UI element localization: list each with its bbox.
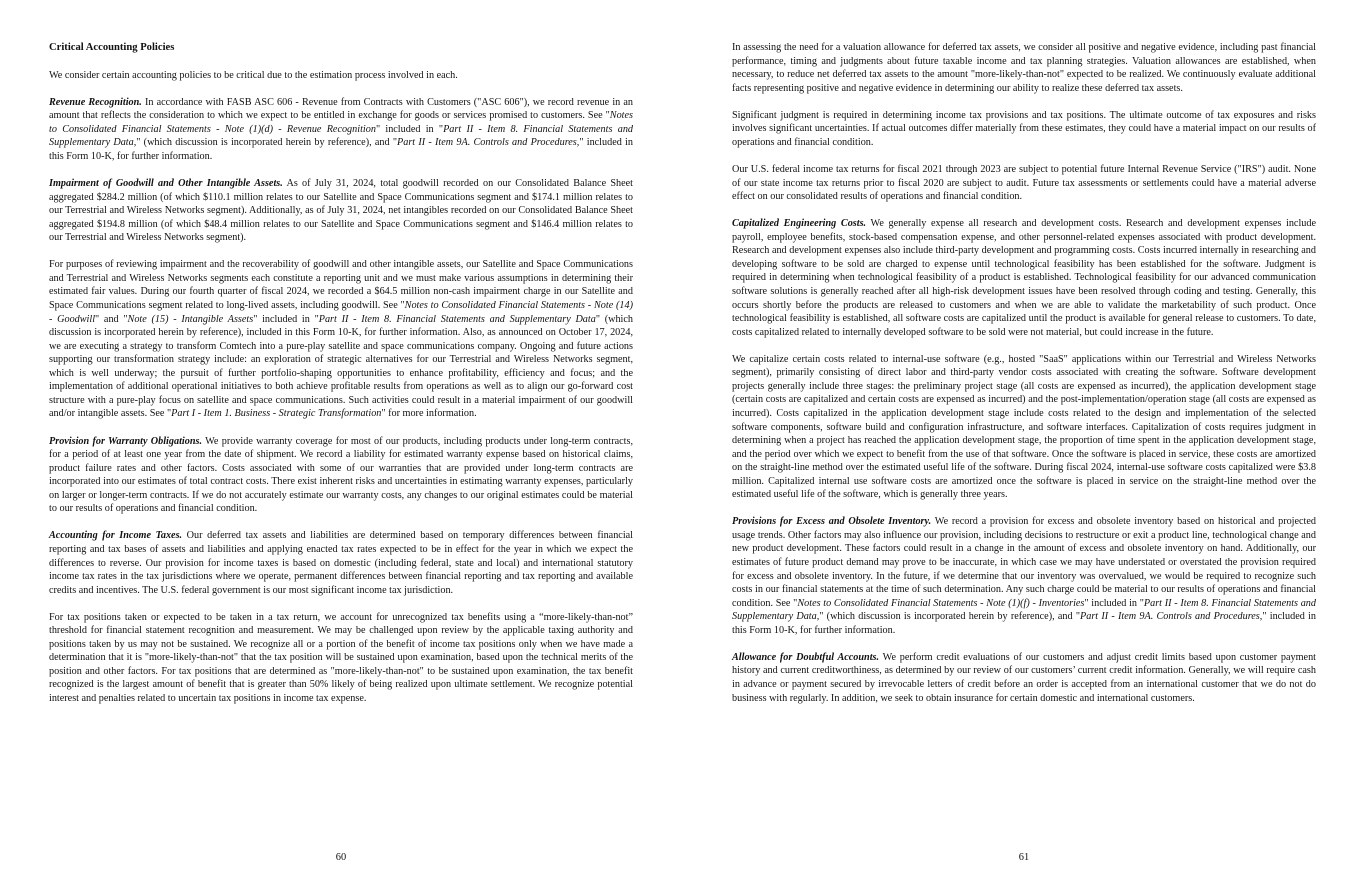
- revenue-recognition-title: Revenue Recognition.: [49, 96, 142, 108]
- section-heading: Critical Accounting Policies: [49, 42, 175, 53]
- reference-text: Part II - Item 9A. Controls and Procedures,: [397, 137, 580, 149]
- reference-text: Part II - Item 8. Financial Statements and Supplementary Data,: [732, 597, 1316, 623]
- page-number-left: 60: [335, 852, 347, 863]
- inventory-paragraph: [732, 515, 1316, 637]
- reference-text: Part II - Item 8. Financial Statements and Supplementary Data,: [49, 123, 634, 149]
- reference-text: Part II - Item 9A. Controls and Procedures,: [1080, 611, 1263, 623]
- judgment-paragraph: Significant judgment is required in determining income tax provisions and tax positions. The ultimate outcome of tax exposures and risks involves significant uncertainties. If actual outcomes differ materially from these estimates, they could have a material impact on our results of operations and financial condition.: [732, 109, 1316, 148]
- internal-use-software-paragraph: We capitalize certain costs related to internal-use software (e.g., hosted "SaaS" applications within our Terrestrial and Wireless Networks segment), primarily consisting of direct labor and third-party vendor costs associated with creating the software. Software development projects generally include three stages: the preliminary project stage (all costs are expensed as incurred), the application development stage (certain costs are capitalized and certain costs are expensed as incurred) and the post-implementation/operation stage (all costs are expensed as incurred). Costs capitalized in the application development stage include costs related to the design and implementation of the selected software components, software build and configuration infrastructure, and software interfaces. Capitalization of costs requires judgment in determining when a project has reached the application development stage, the proportion of time spent in the application development stage, and the period over which we expect to benefit from the use of that software. Once the software is placed in service, these costs are amortized on the straight-line method over the estimated useful life of the software. During fiscal 2024, internal-use software costs capitalized were $3.8 million. Capitalized internal use software costs are amortized once the software is placed in service on the straight-line method over the estimated useful life of the software, which is generally three years.: [732, 353, 1316, 501]
- goodwill-paragraph: [49, 177, 633, 245]
- text-run: " included in this Form 10-K, for further information.: [732, 611, 1316, 636]
- tax-positions-paragraph: For tax positions taken or expected to be taken in a tax return, we account for unrecognized tax benefits using a “more-likely-than-not” threshold for financial statement recognition and measurement. We may be challenged upon review by the applicable taxing authority and positions taken by us may not be sustained. We recognize all or a portion of the benefit of income tax positions only when we have made a determination that it is "more-likely-than-not" that the tax position will be sustained upon examination, based upon the technical merits of the position and other factors. For tax positions that are determined as "more-likely-than-not" to be sustained upon examination, the tax benefit recognized is the largest amount of benefit that is greater than 50% likely of being realized upon ultimate settlement. We recognize potential interest and penalties related to uncertain tax positions in income tax expense.: [49, 611, 633, 705]
- impairment-paragraph: [49, 258, 633, 421]
- reference-text: Part I - Item 1. Business - Strategic Transformation: [171, 408, 382, 420]
- text-run: " included in ": [375, 123, 444, 135]
- text-run: " included in this Form 10-K, for further information.: [49, 137, 633, 162]
- warranty-title: Provision for Warranty Obligations.: [49, 435, 203, 447]
- irs-audit-paragraph: Our U.S. federal income tax returns for fiscal 2021 through 2023 are subject to potential future Internal Revenue Service ("IRS") audit. None of our state income tax returns prior to fiscal 2020 are subject to audit. Future tax assessments or settlements could have a material adverse effect on our consolidated results of operations and financial condition.: [732, 164, 1316, 203]
- text-run: For purposes of reviewing impairment and the recoverability of goodwill and other intangible assets, our Satellite and Space Communications and Terrestrial and Wireless Networks segments each constitute a reporting unit and we must make various assumptions in determining their estimated fair values. During our fourth quarter of fiscal 2024, we recorded a $64.5 million non-cash impairment charge in our Satellite and Space Communications segment related to long-lived assets, including goodwill. See ": [49, 259, 633, 312]
- text-run: " (which discussion is incorporated herein by reference), and ": [819, 611, 1081, 623]
- text-run: We generally expense all research and development costs. Research and development expenses include payroll, employee benefits, stock-based compensation expense, and other personnel-related expenses associated with product development. Research and development expenses also include third-party development and programming costs. Costs incurred internally in researching and developing software to be sold are charged to expense until technological feasibility has been established for the software. Judgment is required in determining when technological feasibility of a product is established. Technological feasibility for our advanced communication software solutions is generally reached after all high-risk development issues have been resolved through coding and testing. Generally, this occurs shortly before the products are released to customers and when we are able to validate the marketability of such product. Once technological feasibility is established, all software costs are capitalized until the product is available for general release to customers. To date, costs capitalized related to internally developed software to be sold were not material, but could increase in the future.: [732, 218, 1316, 338]
- text-run: " included in ": [1084, 597, 1144, 609]
- goodwill-title: Impairment of Goodwill and Other Intangible Assets.: [49, 178, 283, 190]
- intro-paragraph: We consider certain accounting policies to be critical due to the estimation process involved in each.: [49, 69, 458, 81]
- text-run: As of July 31, 2024, total goodwill recorded on our Consolidated Balance Sheet aggregated $284.2 million (of which $110.1 million relates to our Satellite and Space Communications segment and $174.1 million relates to our Terrestrial and Wireless Networks segment). Additionally, as of July 31, 2024, net intangibles recorded on our Consolidated Balance Sheet aggregated $194.8 million (of which $48.4 million relates to our Satellite and Space Communications segment and $146.4 million relates to our Terrestrial and Wireless Networks segment).: [49, 178, 633, 244]
- reference-text: Note (15) - Intangible Assets: [127, 313, 254, 325]
- text-run: " (which discussion is incorporated herein by reference), and ": [136, 137, 398, 149]
- text-run: " for more information.: [381, 408, 477, 420]
- reference-text: Notes to Consolidated Financial Statements - Note (14) - Goodwill: [49, 300, 633, 325]
- text-run: In accordance with FASB ASC 606 - Revenue from Contracts with Customers ("ASC 606"), we record revenue in an amount that reflects the consideration to which we expect to be entitled in exchange for goods or services promised to customers. See ": [49, 96, 633, 122]
- text-run: " and ": [95, 313, 128, 325]
- text-run: We perform credit evaluations of our customers and adjust credit limits based upon customer payment history and current creditworthiness, as determined by our review of our customers’ current credit information. Generally, we will require cash in advance or payment secured by irrevocable letters of credit before an order is accepted from an international customer that we do not do business with regularly. In addition, we seek to obtain insurance for certain domestic and international customers.: [732, 651, 1316, 704]
- reference-text: Notes to Consolidated Financial Statements - Note (1)(f) - Inventories: [797, 597, 1085, 609]
- right-column: [732, 41, 1316, 719]
- text-run: " included in ": [253, 313, 319, 325]
- valuation-allowance-paragraph: In assessing the need for a valuation allowance for deferred tax assets, we consider all positive and negative evidence, including past financial performance, timing and judgments about future taxable income and tax planning strategies. Valuation allowances are established, when necessary, to reduce net deferred tax assets to the amount "more-likely-than-not" expected to be realized. We continuously evaluate additional facts representing positive and negative evidence in determining our ability to realize these deferred tax assets.: [732, 42, 1316, 94]
- income-tax-paragraph: [49, 529, 633, 597]
- left-column: [49, 41, 633, 719]
- text-run: Our deferred tax assets and liabilities are determined based on temporary differences between financial reporting and tax bases of assets and liabilities and applying enacted tax rates expected to be in effect for the year in which we expect the differences to reverse. Our provision for income taxes is based on domestic (including federal, state and local) and international statutory income tax rates in the tax jurisdictions where we operate, permanent differences between financial reporting and tax reporting and available credits and incentives. The U.S. federal government is our most significant income tax jurisdiction.: [49, 530, 633, 596]
- revenue-recognition-paragraph: [49, 96, 633, 164]
- page-number-right: 61: [1018, 852, 1030, 863]
- text-run: We record a provision for excess and obsolete inventory based on historical and projected usage trends. Other factors may also influence our provision, including decisions to restructure or exit a product line, technological change and new product development. These factors could result in a change in the amount of excess and obsolete inventory on hand. Additionally, our estimates of future product demand may prove to be inaccurate, in which case we may have understated or overstated the provision required for excess and obsolete inventory. In the future, if we determine that our inventory was overvalued, we would be required to recognize such costs in our financial statements at the time of such determination. Any such charge could be material to our results of operations and financial condition. See ": [732, 516, 1316, 609]
- warranty-paragraph: [49, 435, 633, 516]
- income-tax-title: Accounting for Income Taxes.: [49, 530, 183, 542]
- inventory-title: Provisions for Excess and Obsolete Inventory.: [732, 516, 932, 528]
- right-page: [683, 0, 1365, 889]
- doubtful-accounts-title: Allowance for Doubtful Accounts.: [732, 651, 880, 663]
- text-run: We provide warranty coverage for most of our products, including products under long-term contracts, for a period of at least one year from the date of shipment. We record a liability for estimated warranty expense based on historical claims, product failure rates and other factors. Costs associated with some of our warranties that are provided under long-term contracts are incorporated into our estimates of total contract costs. There exist inherent risks and uncertainties in estimating warranty expenses, particularly on larger or longer-term contracts. If we do not accurately estimate our warranty costs, any changes to our original estimates could be material to our results of operations and financial condition.: [49, 435, 633, 515]
- reference-text: Notes to Consolidated Financial Statements - Note (1)(d) - Revenue Recognition: [49, 110, 633, 135]
- doubtful-accounts-paragraph: [732, 651, 1316, 705]
- engineering-costs-title: Capitalized Engineering Costs.: [732, 218, 867, 230]
- engineering-costs-paragraph: [732, 217, 1316, 339]
- left-page: [0, 0, 682, 889]
- reference-text: Part II - Item 8. Financial Statements and Supplementary Data: [318, 313, 596, 325]
- text-run: " (which discussion is incorporated herein by reference), included in this Form 10-K, for further information. Also, as announced on October 17, 2024, we are executing a strategy to transform Comtech into a pure-play satellite and space communications company. Ongoing and future actions supporting our transformation strategy include: an exploration of strategic alternatives for our Terrestrial and Wireless Networks segment, which is well underway; the pursuit of further portfolio-shaping opportunities to enhance profitability, efficiency and focus; and the implementation of additional operational initiatives to both achieve profitable results from operations as well as to align our go-forward cost structure with a pure-play focus on satellite and space communications. Such activities could result in a material impairment of our goodwill and/or intangible assets. See ": [49, 313, 634, 420]
